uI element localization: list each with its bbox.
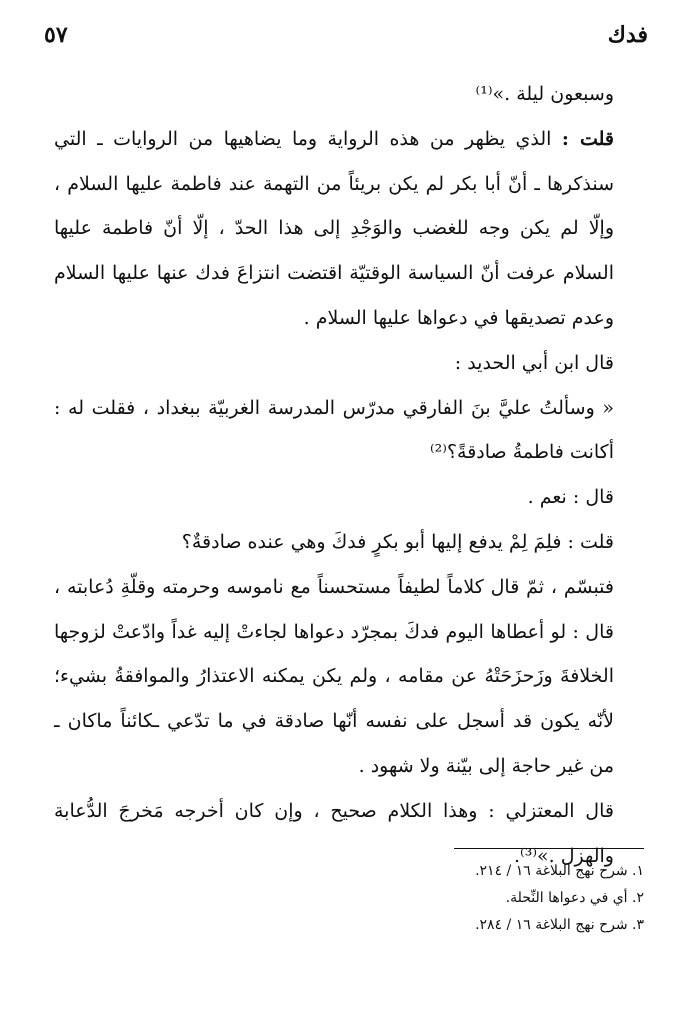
- page-header: [44, 22, 648, 62]
- paragraph-text: قلت : فلِمَ لِمْ يدفع إليها أبو بكرٍ فدكَ وهي عنده صادقةٌ؟: [181, 530, 614, 553]
- footnote-divider: [454, 848, 644, 849]
- paragraph-follow-up-question: [54, 520, 644, 565]
- body-text: [54, 72, 644, 878]
- paragraph-answer-yes: [54, 475, 644, 520]
- paragraph-lead: قلت :: [561, 127, 614, 150]
- paragraph-author-comment: [54, 117, 644, 341]
- paragraph-text: فتبسّم ، ثمّ قال كلاماً لطيفاً مستحسناً مع ناموسه وحرمته وقلّةِ دُعابته ، قال : لو أعطاها اليوم فدكَ بمجرّد دعواها لجاءتْ إليه غداً وادّعتْ لزوجها الخلافةَ وزَحزَحَتْهُ عن مقامه ، ولم يكن يمكنه الاعتذارُ والموافقةُ بشيء؛ لأنّه يكون قد أسجل على نفسه أنّها صادقة في ما تدّعي ـكائناً ماكان ـ من غير حاجة إلى بيّنة ولا شهود .: [54, 575, 614, 777]
- running-title: فدك: [607, 22, 648, 48]
- footnotes: [54, 858, 644, 939]
- paragraph-text: « وسألتُ عليَّ بنَ الفارقي مدرّس المدرسة الغربيّة ببغداد ، فقلت له : أكانت فاطمةُ صادقةً؟⁽²⁾: [54, 396, 614, 464]
- footnote-2: ٢. أي في دعواها النِّحلة.: [505, 890, 644, 906]
- page-number: ٥٧: [44, 22, 68, 48]
- paragraph-ibn-abi-al-hadid: [54, 341, 644, 386]
- paragraph-text: قال : نعم .: [527, 486, 614, 509]
- paragraph-text: قال ابن أبي الحديد :: [454, 351, 614, 374]
- footnote-1: ١. شرح نهج البلاغة ١٦ / ٢١٤.: [475, 863, 644, 879]
- paragraph-explanation: [54, 565, 644, 789]
- footnote-3: ٣. شرح نهج البلاغة ١٦ / ٢٨٤.: [475, 917, 644, 933]
- paragraph-question: [54, 386, 644, 476]
- paragraph-text: الذي يظهر من هذه الرواية وما يضاهيها من الروايات ـ التي سنذكرها ـ أنّ أبا بكر لم يكن بريئاً من التهمة عند فاطمة عليها السلام ، وإلّا لم يكن وجه للغضب والوَجْدِ إلى هذا الحدّ ، إلّا أنّ فاطمة عليها السلام عرفت أنّ السياسة الوقتيّة اقتضت انتزاعَ فدك عنها عليها السلام وعدم تصديقها في دعواها عليها السلام .: [54, 127, 614, 329]
- paragraph-text: قال المعتزلي : وهذا الكلام صحيح ، وإن كان أخرجه مَخرجَ الدُّعابة والهزل .»⁽³⁾.: [54, 799, 614, 867]
- paragraph-text: وسبعون ليلة .»⁽¹⁾: [475, 83, 614, 105]
- paragraph-closing-quote: [54, 72, 644, 117]
